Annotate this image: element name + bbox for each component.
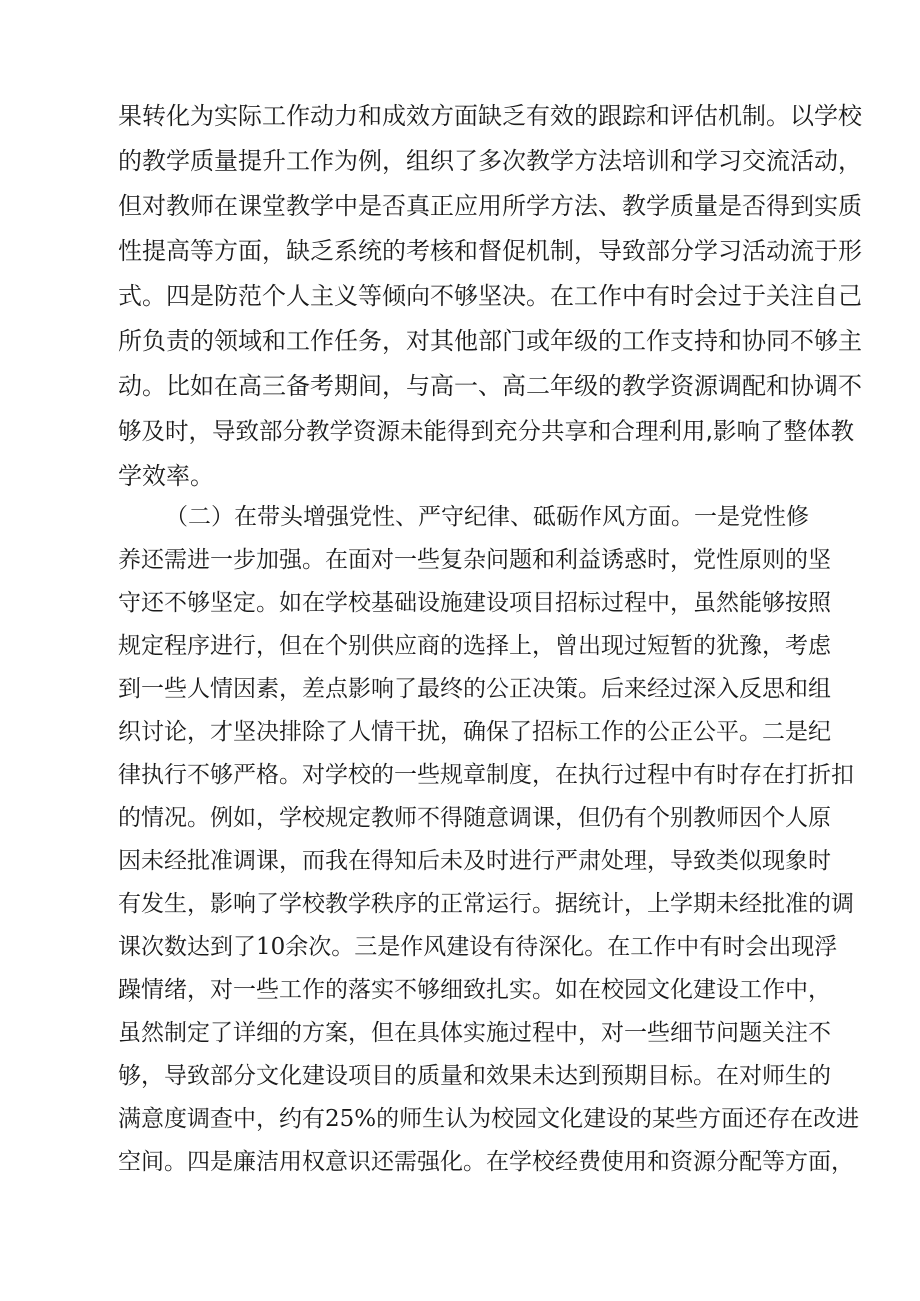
paragraph-1-line-3: 但对教师在课堂教学中是否真正应用所学方法、教学质量是否得到实质 bbox=[118, 192, 862, 220]
paragraph-1-line-5: 式。四是防范个人主义等倾向不够坚决。在工作中有时会过于关注自己 bbox=[118, 282, 862, 310]
paragraph-2-line-13: 虽然制定了详细的方案，但在具体实施过程中，对一些细节问题关注不 bbox=[118, 1020, 831, 1046]
paragraph-2-line-2: 养还需进一步加强。在面对一些复杂问题和利益诱惑时，党性原则的坚 bbox=[118, 547, 831, 573]
paragraph-1-line-2: 的教学质量提升工作为例，组织了多次教学方法培训和学习交流活动， bbox=[118, 147, 862, 175]
paragraph-2-line-7: 律执行不够严格。对学校的一些规章制度，在执行过程中有时存在打折扣 bbox=[118, 762, 854, 788]
paragraph-2-line-3: 守还不够坚定。如在学校基础设施建设项目招标过程中，虽然能够按照 bbox=[118, 590, 831, 616]
paragraph-1-line-4: 性提高等方面，缺乏系统的考核和督促机制，导致部分学习活动流于形 bbox=[118, 237, 862, 265]
paragraph-2-line-9: 因未经批准调课，而我在得知后未及时进行严肃处理，导致类似现象时 bbox=[118, 848, 831, 874]
paragraph-2-line-10: 有发生，影响了学校教学秩序的正常运行。据统计，上学期未经批准的调 bbox=[118, 891, 854, 917]
paragraph-2-line-6: 织讨论，才坚决排除了人情干扰，确保了招标工作的公正公平。二是纪 bbox=[118, 719, 831, 745]
paragraph-2-line-1: （二）在带头增强党性、严守纪律、砥砺作风方面。一是党性修 bbox=[165, 504, 809, 530]
paragraph-2-line-4: 规定程序进行，但在个别供应商的选择上，曾出现过短暂的犹豫，考虑 bbox=[118, 633, 831, 659]
paragraph-2-line-8: 的情况。例如，学校规定教师不得随意调课，但仍有个别教师因个人原 bbox=[118, 805, 831, 831]
paragraph-2-line-16: 空间。四是廉洁用权意识还需强化。在学校经费使用和资源分配等方面， bbox=[118, 1149, 854, 1175]
paragraph-2-line-15: 满意度调查中，约有25%的师生认为校园文化建设的某些方面还存在改进 bbox=[118, 1106, 860, 1132]
paragraph-1-line-7: 动。比如在高三备考期间，与高一、高二年级的教学资源调配和协调不 bbox=[118, 372, 862, 400]
paragraph-1-line-9: 学效率。 bbox=[118, 462, 214, 490]
paragraph-2-line-11: 课次数达到了10余次。三是作风建设有待深化。在工作中有时会出现浮 bbox=[118, 934, 838, 960]
paragraph-2-line-14: 够，导致部分文化建设项目的质量和效果未达到预期目标。在对师生的 bbox=[118, 1063, 831, 1089]
paragraph-2-line-12: 躁情绪，对一些工作的落实不够细致扎实。如在校园文化建设工作中， bbox=[118, 977, 831, 1003]
paragraph-1-line-1: 果转化为实际工作动力和成效方面缺乏有效的跟踪和评估机制。以学校 bbox=[118, 102, 862, 130]
paragraph-1-line-6: 所负责的领域和工作任务，对其他部门或年级的工作支持和协同不够主 bbox=[118, 327, 862, 355]
paragraph-1-line-8: 够及时，导致部分教学资源未能得到充分共享和合理利用,影响了整体教 bbox=[118, 417, 854, 445]
paragraph-2-line-5: 到一些人情因素，差点影响了最终的公正决策。后来经过深入反思和组 bbox=[118, 676, 831, 702]
